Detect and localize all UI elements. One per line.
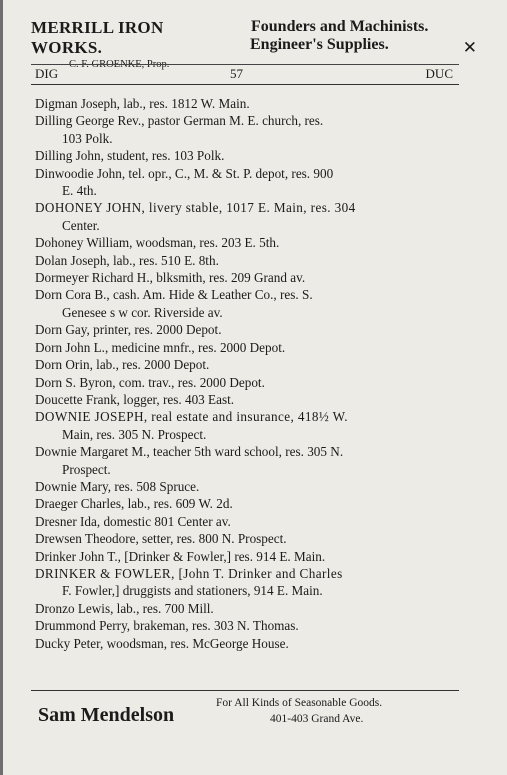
company-name: MERRILL IRON WORKS. [31,18,164,57]
directory-entry [35,391,465,408]
directory-entry [35,112,465,147]
footer-advertisement [38,696,459,736]
page-number: 57 [230,66,243,81]
entry-line: DOWNIE JOSEPH, real estate and insurance, 418½ W. [35,409,348,425]
directory-entry [35,199,465,234]
handwritten-mark: ✕ [462,38,477,57]
entry-line: Dinwoodie John, tel. opr., C., M. & St. P. depot, res. 900 [35,165,334,181]
entry-line: Dresner Ida, domestic 801 Center av. [35,513,231,529]
entry-line: Dorn S. Byron, com. trav., res. 2000 Depot. [35,374,265,390]
header-left [31,18,231,70]
directory-entries [35,95,465,652]
entry-line: DRINKER & FOWLER, [John T. Drinker and Charles [35,565,343,581]
directory-entry [35,356,465,373]
directory-entry [35,286,465,321]
directory-entry [35,513,465,530]
header-right [251,18,487,54]
directory-entry [35,252,465,269]
entry-line: Drewsen Theodore, setter, res. 800 N. Prospect. [35,531,287,547]
entry-line: Dronzo Lewis, lab., res. 700 Mill. [35,600,214,616]
entry-continuation: 103 Polk. [62,130,113,146]
advertiser-name: Sam Mendelson [38,704,175,726]
footer-divider [31,690,459,691]
entry-line: Dilling George Rev., pastor German M. E. church, res. [35,113,324,129]
entry-line: Dohoney William, woodsman, res. 203 E. 5th. [35,235,280,251]
entry-line: Ducky Peter, woodsman, res. McGeorge House. [35,635,289,651]
entry-line: Dorn Gay, printer, res. 2000 Depot. [35,322,222,338]
running-head-divider [31,84,459,85]
entry-line: Dorn Orin, lab., res. 2000 Depot. [35,357,210,373]
entry-continuation: Prospect. [62,461,111,477]
proprietor: C. F. GROENKE, Prop. [69,59,170,70]
directory-entry [35,478,465,495]
directory-entry [35,321,465,338]
entry-line: Drinker John T., [Drinker & Fowler,] res. 914 E. Main. [35,548,326,564]
entry-continuation: E. 4th. [62,183,97,199]
header-tagline-2: Engineer's Supplies. [250,36,389,53]
directory-entry [35,269,465,286]
directory-entry [35,565,465,600]
header-tagline-1: Founders and Machinists. [251,18,429,35]
directory-entry [35,635,465,652]
entry-continuation: Genesee s w cor. Riverside av. [62,304,223,320]
directory-entry [35,600,465,617]
running-head-left: DIG [35,66,59,81]
running-head-right: DUC [425,66,453,81]
directory-entry [35,165,465,200]
entry-continuation: Center. [62,217,100,233]
entry-continuation: F. Fowler,] druggists and stationers, 914 E. Main. [62,583,323,599]
entry-line: Downie Mary, res. 508 Spruce. [35,478,200,494]
entry-line: DOHONEY JOHN, livery stable, 1017 E. Main, res. 304 [35,200,356,216]
directory-entry [35,495,465,512]
directory-entry [35,234,465,251]
directory-entry [35,95,465,112]
entry-line: Drummond Perry, brakeman, res. 303 N. Thomas. [35,618,299,634]
header-divider [31,64,459,65]
advertisement-text: For All Kinds of Seasonable Goods. [216,697,383,709]
entry-line: Draeger Charles, lab., res. 609 W. 2d. [35,496,233,512]
entry-line: Dolan Joseph, lab., res. 510 E. 8th. [35,252,219,268]
entry-line: Dormeyer Richard H., blksmith, res. 209 Grand av. [35,270,306,286]
directory-entry [35,147,465,164]
entry-line: Downie Margaret M., teacher 5th ward school, res. 305 N. [35,444,344,460]
directory-entry [35,548,465,565]
advertisement-address: 401-403 Grand Ave. [270,713,364,725]
directory-entry [35,617,465,634]
entry-continuation: Main, res. 305 N. Prospect. [62,426,207,442]
entry-line: Digman Joseph, lab., res. 1812 W. Main. [35,96,250,111]
directory-entry [35,443,465,478]
entry-line: Dilling John, student, res. 103 Polk. [35,148,225,164]
entry-line: Dorn Cora B., cash. Am. Hide & Leather Co., res. S. [35,287,313,303]
entry-line: Dorn John L., medicine mnfr., res. 2000 Depot. [35,339,286,355]
directory-entry [35,374,465,391]
directory-entry [35,339,465,356]
directory-entry [35,408,465,443]
directory-entry [35,530,465,547]
running-head [35,66,453,82]
header-advertisement [31,18,479,70]
entry-line: Doucette Frank, logger, res. 403 East. [35,391,235,407]
